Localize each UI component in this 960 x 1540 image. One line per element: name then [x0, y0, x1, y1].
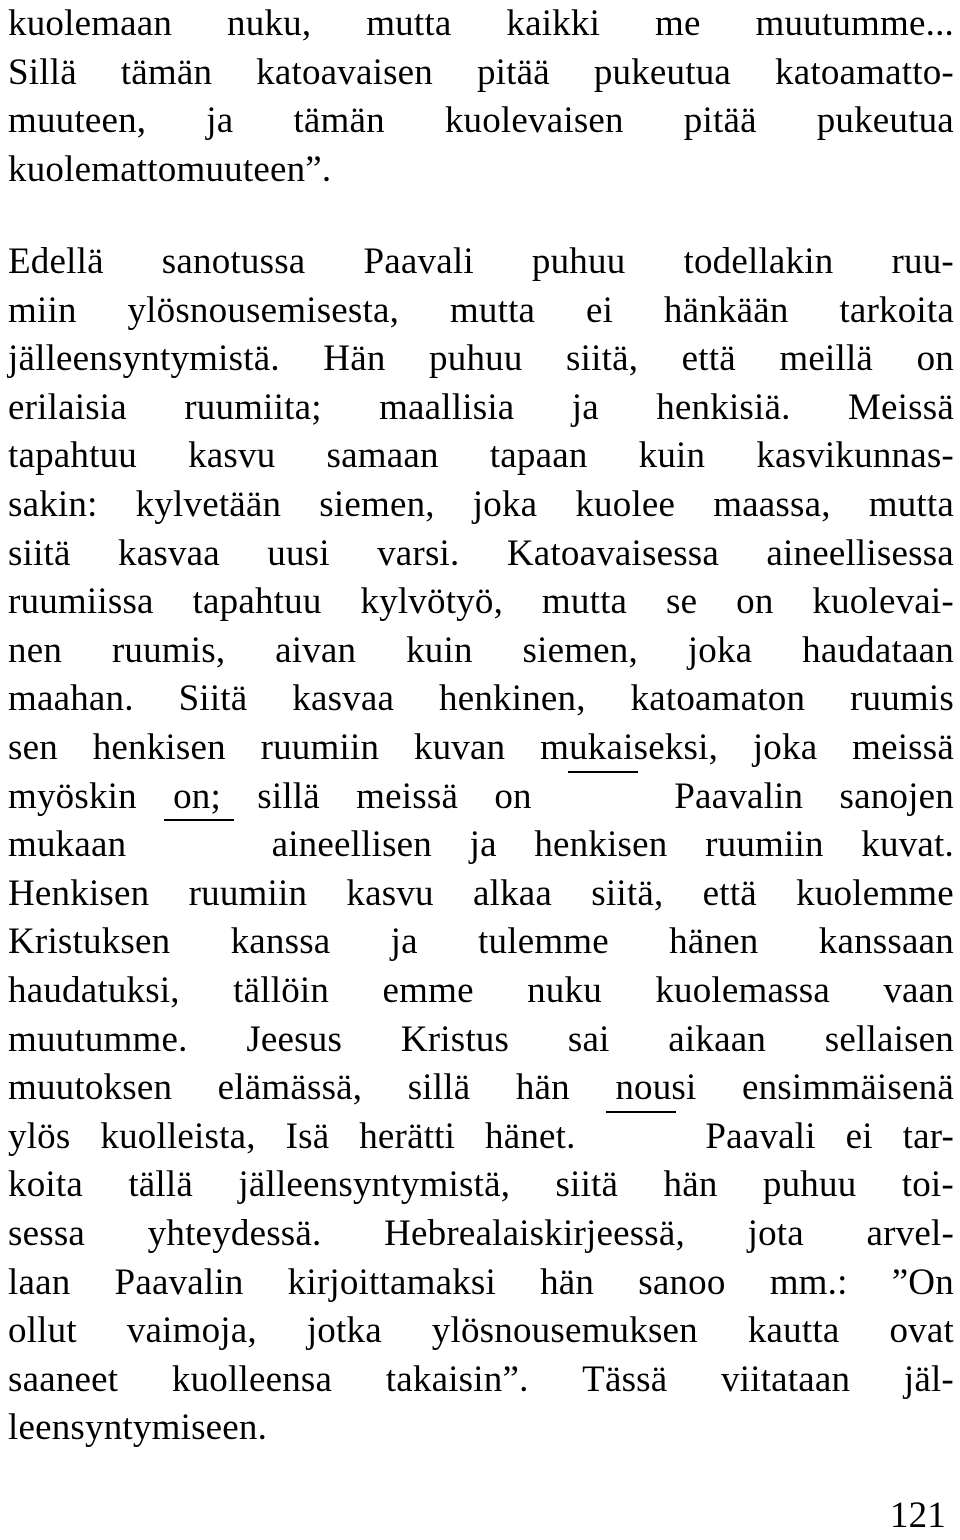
word: joka	[752, 727, 818, 768]
word: kuvat.	[861, 824, 954, 866]
text-line	[8, 1307, 954, 1355]
word: joka	[472, 484, 538, 525]
text-line	[8, 627, 954, 675]
word: ruumiin	[260, 727, 380, 768]
word: jälleensyntymistä,	[238, 1164, 511, 1206]
word: on	[736, 581, 774, 623]
word: mutta	[449, 289, 536, 331]
word: kasvaa	[292, 678, 395, 720]
page-number: 121	[889, 1495, 946, 1536]
word: uusi	[267, 532, 330, 574]
word: kanssa	[230, 921, 331, 963]
word: haudatuksi,	[8, 970, 180, 1011]
word: kasvikunnas-	[756, 435, 954, 477]
word: ollut	[8, 1310, 77, 1352]
word: ovat	[889, 1310, 954, 1352]
word: Edellä	[8, 241, 104, 282]
word: koita	[8, 1164, 83, 1206]
word: erilaisia	[8, 386, 127, 428]
word: mm.:	[769, 1261, 848, 1303]
word: siemen,	[522, 629, 638, 671]
word: katoavaisen	[256, 51, 434, 93]
word: sanotussa	[161, 241, 306, 282]
word: ylösnousemisesta,	[127, 289, 400, 331]
word: ja	[469, 824, 497, 866]
text-line	[8, 238, 954, 286]
word: puhuu	[762, 1164, 857, 1206]
word: muuteen,	[8, 100, 147, 142]
word: arvel-	[866, 1213, 954, 1254]
word: Paavalin	[114, 1261, 244, 1303]
word: kuolemme	[796, 872, 954, 914]
word: että	[702, 872, 757, 914]
word: sanoo	[638, 1261, 726, 1303]
word: me	[654, 3, 701, 44]
text-line	[8, 530, 954, 578]
word: ruumiin	[188, 872, 308, 914]
word: aivan	[275, 629, 357, 671]
word: tämän	[120, 51, 213, 93]
word: tar-	[902, 1115, 954, 1157]
text-line	[8, 481, 954, 529]
word: hänen	[669, 921, 759, 963]
word: se	[666, 581, 698, 623]
word: yhteydessä.	[147, 1213, 322, 1254]
word: hän	[540, 1261, 595, 1303]
word: ruumiissa	[8, 581, 154, 623]
word: maahan.	[8, 678, 134, 720]
word: nuku	[527, 970, 602, 1011]
word: mukaan	[8, 824, 127, 866]
word: tällä	[128, 1164, 194, 1206]
word: hän	[663, 1164, 718, 1206]
word: aineellisen	[271, 824, 432, 866]
word: hänet.	[485, 1115, 576, 1157]
text-line	[8, 49, 954, 97]
word: ”On	[891, 1261, 954, 1303]
word: mutta	[366, 3, 452, 44]
word: puhuu	[531, 241, 626, 282]
word: henkisen	[92, 727, 226, 768]
word: aikaan	[668, 1018, 767, 1060]
word: takaisin”.	[385, 1358, 529, 1400]
word: on	[916, 338, 954, 380]
word: muutumme.	[8, 1018, 188, 1060]
text-line	[8, 1259, 954, 1307]
word: ruu-	[891, 241, 954, 282]
word: kuolevai-	[812, 581, 954, 623]
text-line	[8, 773, 954, 821]
word: kasvu	[188, 435, 276, 477]
text-line	[8, 335, 954, 383]
text-line	[8, 918, 954, 966]
word: kuolleensa	[171, 1358, 333, 1400]
text-line	[8, 1016, 954, 1064]
word: kuin	[406, 629, 473, 671]
word: ruumiita;	[184, 386, 322, 428]
word: kasvu	[346, 872, 434, 914]
word: kautta	[747, 1310, 840, 1352]
word: siitä	[555, 1164, 619, 1206]
text-line	[8, 821, 954, 869]
word: kuolevaisen	[444, 100, 624, 142]
word: sillä	[257, 775, 320, 817]
word: ruumis,	[111, 629, 226, 671]
word: Meissä	[847, 386, 954, 428]
word: tapahtuu	[8, 435, 138, 477]
text-line	[8, 1064, 954, 1112]
em-dash	[568, 771, 638, 773]
word: kuolemaan	[8, 3, 173, 44]
word: sellaisen	[824, 1018, 954, 1060]
word: todellakin	[683, 241, 834, 282]
text-line	[8, 870, 954, 918]
word: Kristuksen	[8, 921, 171, 963]
word: Paavali	[705, 1115, 816, 1157]
text-line	[8, 1161, 954, 1209]
word: meissä	[852, 727, 954, 768]
text-line	[8, 97, 954, 145]
text-line	[8, 1113, 954, 1161]
word: ei	[845, 1115, 873, 1157]
word: siitä,	[591, 872, 664, 914]
word: maassa,	[713, 484, 831, 525]
word: kuolee	[575, 484, 676, 525]
word: miin	[8, 289, 77, 331]
word: henkisiä.	[656, 386, 791, 428]
word: ruumiin	[705, 824, 824, 866]
word: sen	[8, 727, 58, 768]
word: on;	[173, 775, 221, 817]
word: vaimoja,	[126, 1310, 257, 1352]
word: tulemme	[478, 921, 609, 963]
text-line	[8, 0, 954, 48]
word: ylös	[8, 1115, 71, 1157]
word: sessa	[8, 1213, 86, 1254]
word: muutoksen	[8, 1067, 173, 1109]
book-page	[8, 0, 954, 1540]
word: kuvan	[413, 727, 506, 768]
word: Isä	[285, 1115, 330, 1157]
word: henkisen	[534, 824, 668, 866]
word: hän	[515, 1067, 570, 1109]
text-line	[8, 675, 954, 723]
word: pitää	[683, 100, 757, 142]
word: siitä,	[566, 338, 639, 380]
word: toi-	[901, 1164, 954, 1206]
word: ei	[585, 289, 614, 331]
word: meissä	[356, 775, 459, 817]
word: jotka	[306, 1310, 382, 1352]
text-line	[8, 287, 954, 335]
word: että	[681, 338, 736, 380]
text-line	[8, 578, 954, 626]
word: kuolleista,	[100, 1115, 256, 1157]
word: katoamatto-	[775, 51, 954, 93]
word: alkaa	[472, 872, 553, 914]
text-line	[8, 146, 954, 194]
word: joka	[687, 629, 753, 671]
word: muutumme...	[755, 3, 954, 44]
word: viitataan	[721, 1358, 851, 1400]
word: elämässä,	[217, 1067, 363, 1109]
text-line	[8, 1404, 954, 1452]
word: Henkisen	[8, 872, 150, 914]
word: Paavali	[363, 241, 474, 282]
word: Kristus	[400, 1018, 510, 1060]
word: mutta	[541, 581, 628, 623]
word: leensyntymiseen.	[8, 1407, 268, 1449]
word: maallisia	[379, 386, 515, 428]
word: kanssaan	[818, 921, 954, 963]
word: Hebrealaiskirjeessä,	[384, 1213, 685, 1254]
word: laan	[8, 1261, 71, 1303]
text-line	[8, 432, 954, 480]
word: samaan	[326, 435, 439, 477]
word: ja	[571, 386, 599, 428]
word: ja	[390, 921, 418, 963]
text-line	[8, 1210, 954, 1258]
em-dash	[164, 819, 234, 821]
word: kylvötyö,	[360, 581, 504, 623]
word: jäl-	[903, 1358, 954, 1400]
word: vaan	[883, 970, 954, 1011]
word: Katoavaisessa	[506, 532, 720, 574]
word: Paavalin	[674, 775, 804, 817]
word: haudataan	[802, 629, 954, 671]
word: pitää	[476, 51, 550, 93]
word: nen	[8, 629, 63, 671]
word: sakin:	[8, 484, 98, 525]
em-dash	[606, 1111, 676, 1113]
word: mukaiseksi,	[540, 727, 719, 768]
word: Hän	[323, 338, 386, 380]
word: kirjoittamaksi	[287, 1261, 496, 1303]
word: myöskin	[8, 775, 137, 817]
word: ruumis	[850, 678, 954, 720]
word: ensimmäisenä	[741, 1067, 954, 1109]
word: Sillä	[8, 51, 77, 93]
word: mutta	[868, 484, 954, 525]
word: saaneet	[8, 1358, 119, 1400]
word: jälleensyntymistä.	[8, 338, 280, 380]
word: kaikki	[506, 3, 601, 44]
word: Siitä	[178, 678, 248, 720]
word: tämän	[293, 100, 385, 142]
word: tapaan	[489, 435, 588, 477]
word: sillä	[407, 1067, 471, 1109]
word: tapahtuu	[192, 581, 322, 623]
word: kuolemassa	[655, 970, 830, 1011]
word: siitä	[8, 532, 71, 574]
word: kasvaa	[118, 532, 220, 574]
word: pukeutua	[593, 51, 732, 93]
word: ylösnousemuksen	[431, 1310, 698, 1352]
word: pukeutua	[816, 100, 954, 142]
text-line	[8, 967, 954, 1015]
word: tarkoita	[839, 289, 954, 331]
text-line	[8, 1356, 954, 1404]
word: emme	[382, 970, 474, 1011]
word: on	[494, 775, 532, 817]
word: varsi.	[377, 532, 460, 574]
word: tällöin	[233, 970, 330, 1011]
word: henkinen,	[439, 678, 586, 720]
word: meillä	[779, 338, 874, 380]
word: aineellisessa	[766, 532, 954, 574]
word: kuin	[638, 435, 706, 477]
word: nuku,	[227, 3, 312, 44]
word: Jeesus	[246, 1018, 343, 1060]
word: hänkään	[663, 289, 789, 331]
word: siemen,	[319, 484, 435, 525]
word: nousi	[615, 1067, 697, 1109]
word: herätti	[359, 1115, 456, 1157]
word: sanojen	[839, 775, 954, 817]
word: puhuu	[429, 338, 523, 380]
text-line	[8, 384, 954, 432]
word: jota	[747, 1213, 804, 1254]
word: Tässä	[582, 1358, 668, 1400]
word: ja	[206, 100, 234, 142]
word: kuolemattomuuteen”.	[8, 148, 332, 190]
word: katoamaton	[630, 678, 806, 720]
text-line	[8, 724, 954, 772]
word: sai	[567, 1018, 610, 1060]
word: kylvetään	[135, 484, 282, 525]
